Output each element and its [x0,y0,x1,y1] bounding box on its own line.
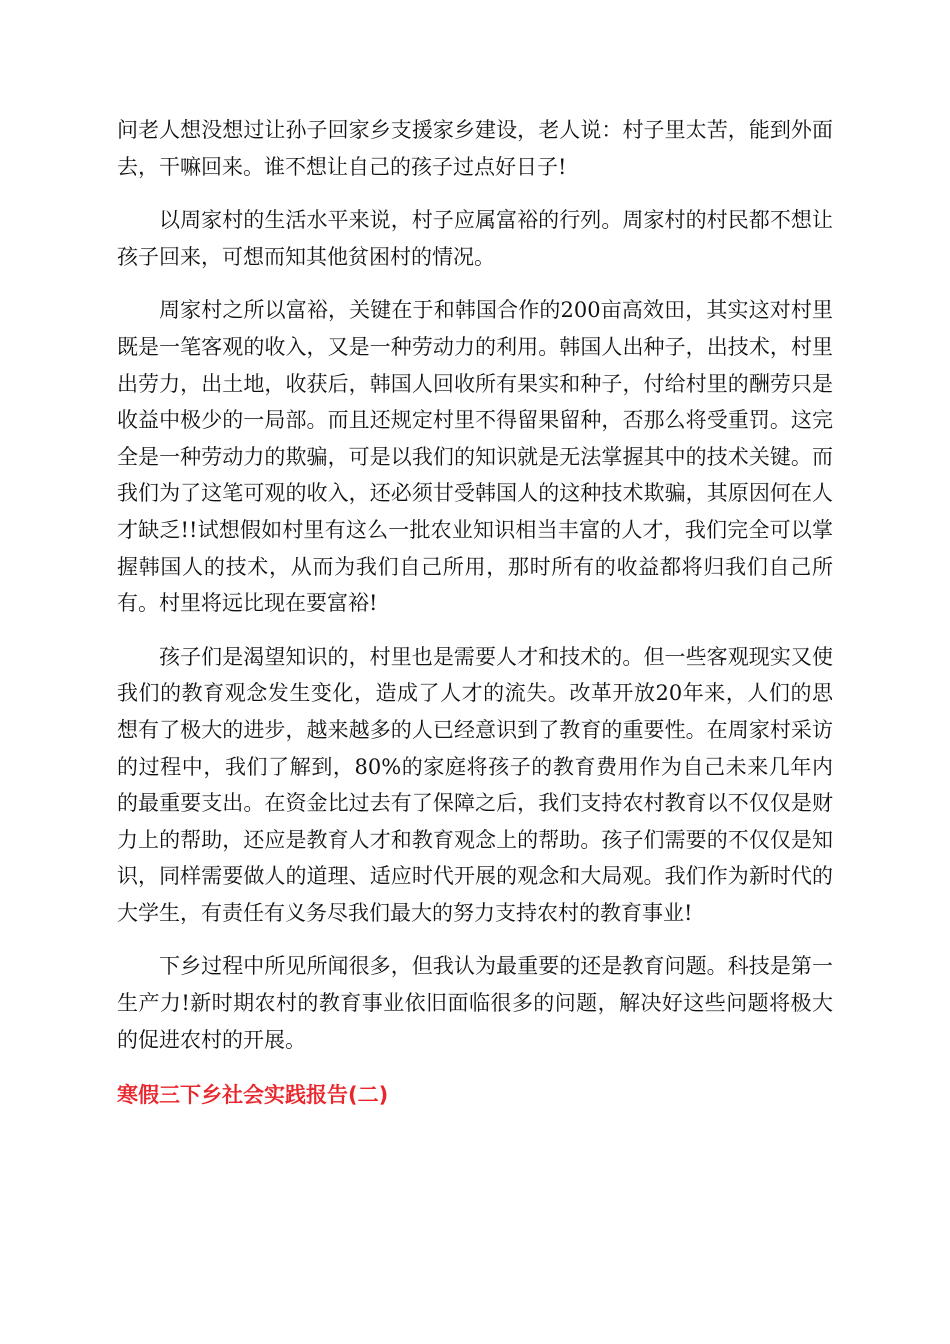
paragraph-living-standard: 以周家村的生活水平来说，村子应属富裕的行列。周家村的村民都不想让孩子回来，可想而知其他贫困村的情况。 [117,208,833,269]
document-page [117,112,833,1113]
paragraph-conclusion: 下乡过程中所见所闻很多，但我认为最重要的还是教育问题。科技是第一生产力!新时期农村的教育事业依旧面临很多的问题，解决好这些问题将极大的促进农村的开展。 [117,954,833,1052]
section-heading: 寒假三下乡社会实践报告(二) [117,1083,389,1108]
paragraph-continuation: 问老人想没想过让孙子回家乡支援家乡建设，老人说：村子里太苦，能到外面去，干嘛回来。谁不想让自己的孩子过点好日子! [117,118,833,179]
paragraph-korean-cooperation: 周家村之所以富裕，关键在于和韩国合作的200亩高效田，其实这对村里既是一笔客观的收入，又是一种劳动力的利用。韩国人出种子，出技术，村里出劳力，出土地，收获后，韩国人回收所有果实和种子，付给村里的酬劳只是收益中极少的一局部。而且还规定村里不得留果留种，否那么将受重罚。这完全是一种劳动力的欺骗，可是以我们的知识就是无法掌握其中的技术关键。而我们为了这笔可观的收入，还必须甘受韩国人的这种技术欺骗，其原因何在人才缺乏!!试想假如村里有这么一批农业知识相当丰富的人才，我们完全可以掌握韩国人的技术，从而为我们自己所用，那时所有的收益都将归我们自己所有。村里将远比现在要富裕! [117,298,833,616]
paragraph-education-concepts: 孩子们是渴望知识的，村里也是需要人才和技术的。但一些客观现实又使我们的教育观念发生变化，造成了人才的流失。改革开放20年来，人们的思想有了极大的进步，越来越多的人已经意识到了教育的重要性。在周家村采访的过程中，我们了解到，80%的家庭将孩子的教育费用作为自己未来几年内的最重要支出。在资金比过去有了保障之后，我们支持农村教育以不仅仅是财力上的帮助，还应是教育人才和教育观念上的帮助。孩子们需要的不仅仅是知识，同样需要做人的道理、适应时代开展的观念和大局观。我们作为新时代的大学生，有责任有义务尽我们最大的努力支持农村的教育事业! [117,644,833,925]
